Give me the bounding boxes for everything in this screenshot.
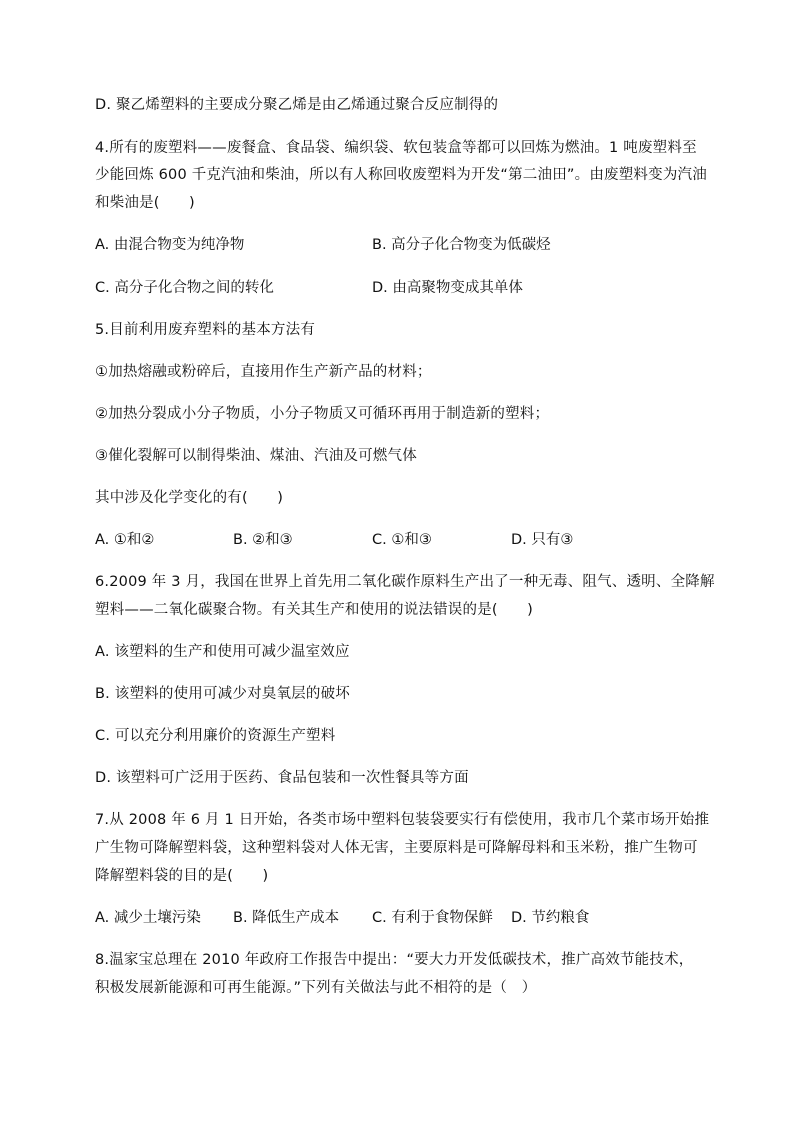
q7-option-d: D. 节约粮食 xyxy=(511,910,590,926)
q5-question: 其中涉及化学变化的有( ) xyxy=(95,490,284,506)
q7-option-c: C. 有利于食物保鲜 xyxy=(372,910,493,926)
q5-option-d: D. 只有③ xyxy=(511,532,574,548)
q6-stem-line-1: 6.2009 年 3 月，我国在世界上首先用二氧化碳作原料生产出了一种无毒、阻气、透明、全降解 xyxy=(95,574,715,590)
q4-option-c: C. 高分子化合物之间的转化 xyxy=(95,280,274,296)
q4-option-d: D. 由高聚物变成其单体 xyxy=(372,280,523,296)
q7-stem-line-2: 广生物可降解塑料袋，这种塑料袋对人体无害，主要原料是可降解母料和玉米粉，推广生物可 xyxy=(95,840,698,856)
q5-stem: 5.目前利用废弃塑料的基本方法有 xyxy=(95,322,316,338)
q5-option-c: C. ①和③ xyxy=(372,532,432,548)
q4-stem-line-1: 4.所有的废塑料——废餐盒、食品袋、编织袋、软包装盒等都可以回炼为燃油。1 吨废塑料至 xyxy=(95,140,697,156)
q8-stem-line-2: 积极发展新能源和可再生能源。”下列有关做法与此不相符的是（ ） xyxy=(95,980,537,996)
q6-stem-line-2: 塑料——二氧化碳聚合物。有关其生产和使用的说法错误的是( ) xyxy=(95,602,534,618)
q8-stem-line-1: 8.温家宝总理在 2010 年政府工作报告中提出：“要大力开发低碳技术，推广高效节能技术， xyxy=(95,952,694,968)
q5-option-a: A. ①和② xyxy=(95,532,155,548)
q5-item-1: ①加热熔融或粉碎后，直接用作生产新产品的材料； xyxy=(95,364,432,380)
q7-option-a: A. 减少土壤污染 xyxy=(95,910,201,926)
q5-item-3: ③催化裂解可以制得柴油、煤油、汽油及可燃气体 xyxy=(95,448,417,464)
q6-option-b: B. 该塑料的使用可减少对臭氧层的破坏 xyxy=(95,686,350,702)
q7-stem-line-3: 降解塑料袋的目的是( ) xyxy=(95,868,269,884)
q7-stem-line-1: 7.从 2008 年 6 月 1 日开始，各类市场中塑料包装袋要实行有偿使用，我市几个菜市场开始推 xyxy=(95,812,710,828)
q6-option-a: A. 该塑料的生产和使用可减少温室效应 xyxy=(95,644,350,660)
q6-option-c: C. 可以充分利用廉价的资源生产塑料 xyxy=(95,728,336,744)
q4-stem-line-2: 少能回炼 600 千克汽油和柴油，所以有人称回收废塑料为开发“第二油田”。由废塑料变为汽油 xyxy=(95,167,707,183)
q5-option-b: B. ②和③ xyxy=(233,532,293,548)
q3-option-d: D. 聚乙烯塑料的主要成分聚乙烯是由乙烯通过聚合反应制得的 xyxy=(95,97,499,113)
q6-option-d: D. 该塑料可广泛用于医药、食品包装和一次性餐具等方面 xyxy=(95,770,469,786)
q7-option-b: B. 降低生产成本 xyxy=(233,910,340,926)
q4-option-a: A. 由混合物变为纯净物 xyxy=(95,237,245,253)
q5-item-2: ②加热分裂成小分子物质，小分子物质又可循环再用于制造新的塑料； xyxy=(95,406,550,422)
q4-stem-line-3: 和柴油是( ) xyxy=(95,195,195,211)
q4-option-b: B. 高分子化合物变为低碳烃 xyxy=(372,237,551,253)
